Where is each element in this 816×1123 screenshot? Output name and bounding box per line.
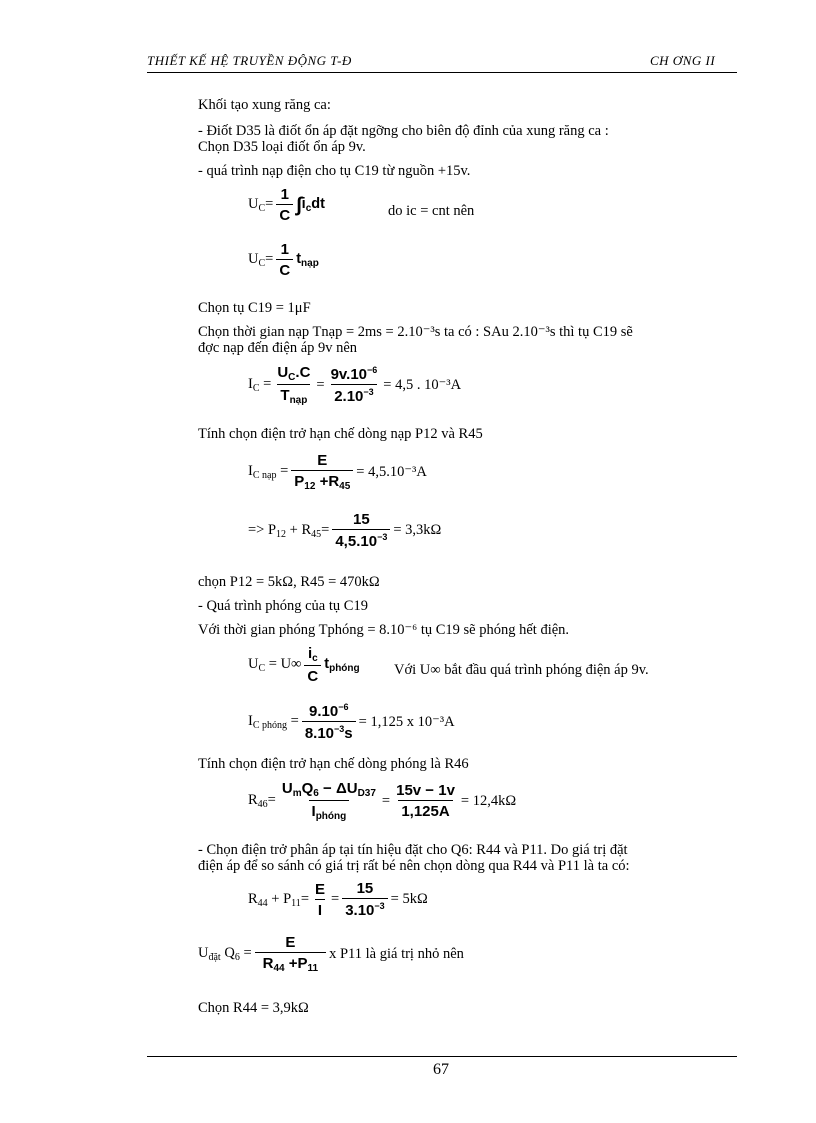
paragraph-line: Với thời gian phóng Tphóng = 8.10⁻⁶ tụ C19 sẽ phóng hết điện. <box>198 622 570 638</box>
header-title: THIẾT KẾ HỆ TRUYỀN ĐỘNG T-Đ <box>147 53 352 68</box>
paragraph-line: Chọn tụ C19 = 1μF <box>198 300 311 316</box>
equation-r44-p11: $R_{44} + P_{11}=$ $\frac{E}{I}$ = $\frac{15}{3.10^{-3}}$ = 5kΩ <box>248 880 428 919</box>
paragraph-line: Chọn D35 loại điốt ổn áp 9v. <box>198 139 366 155</box>
header-rule <box>147 72 737 73</box>
section-heading: Khối tạo xung răng ca: <box>198 97 331 113</box>
paragraph-line: Tính chọn điện trở hạn chế dòng phóng là R46 <box>198 756 469 772</box>
equation-uc-tnap: $U_C=$ $\frac{1}{C}$ $t_{nạp}$ <box>248 241 319 279</box>
paragraph-line: - Chọn điện trở phân áp tại tín hiệu đặt cho Q6: R44 và P11. Do giá trị đặt <box>198 842 628 858</box>
paragraph-line: - Điốt D35 là điốt ổn áp đặt ngỡng cho biên độ đỉnh của xung răng ca : <box>198 123 609 139</box>
equation-r46: $R_{46}=$ $\frac{U_mQ_6 - \Delta U_{D37}}{I_{phóng}}$ = $\frac{15v - 1v}{1,125A}$ = 12,4kΩ <box>248 780 517 822</box>
paragraph-line: điện áp để so sánh có giá trị rất bé nên chọn dòng qua R44 và P11 là ta có: <box>198 858 630 874</box>
paragraph-line: - quá trình nạp điện cho tụ C19 từ nguồn +15v. <box>198 163 471 179</box>
footer-rule <box>147 1056 737 1057</box>
equation-uc-phong: $U_C = U\infty$ $\frac{i_c}{C}$ $t_{phóng}$ <box>248 645 360 685</box>
paragraph-line: chọn P12 = 5kΩ, R45 = 470kΩ <box>198 574 380 590</box>
equation-result: = 4,5 . 10⁻³A <box>383 376 462 393</box>
paragraph-line: Chọn thời gian nạp Tnạp = 2ms = 2.10⁻³s ta có : SAu 2.10⁻³s thì tụ C19 sẽ <box>198 324 633 340</box>
equation-ic-phong: $I_{C phóng}$ = $\frac{9.10^{-6}}{8.10^{-3}s}$ = 1,125 x 10⁻³A <box>248 702 455 742</box>
equation-udat: $U_{đặt}$ $Q_6$ = $\frac{E}{R_{44} +P_{11}}$ x P11 là giá trị nhỏ nên <box>198 934 464 974</box>
equation-p12-r45: => $P_{12} + R_{45}=$ $\frac{15}{4,5.10^{-3}}$ = 3,3kΩ <box>248 511 442 550</box>
equation-result: = 12,4kΩ <box>460 792 517 809</box>
paragraph-line: - Quá trình phóng của tụ C19 <box>198 598 368 614</box>
paragraph-line: Tính chọn điện trở hạn chế dòng nạp P12 và R45 <box>198 426 483 442</box>
equation-result: = 3,3kΩ <box>393 522 442 538</box>
equation-result: = 1,125 x 10⁻³A <box>358 713 455 730</box>
paragraph-line: Chọn R44 = 3,9kΩ <box>198 1000 309 1016</box>
equation-uc-integral: $U_C=$ $\frac{1}{C}$ ∫ $i_cdt$ <box>248 186 325 224</box>
equation-note: Với U∞ bắt đầu quá trình phóng điện áp 9v. <box>394 662 649 678</box>
page-number: 67 <box>433 1061 449 1078</box>
equation-result: = 4,5.10⁻³A <box>356 463 427 480</box>
equation-ic-nap: $I_{C nạp}$ = $\frac{E}{P_{12} +R_{45}}$ = 4,5.10⁻³A <box>248 452 427 492</box>
header-chapter: CH ƠNG II <box>650 53 716 68</box>
paragraph-line: đợc nạp đến điện áp 9v nên <box>198 340 358 356</box>
equation-result: = 5kΩ <box>390 891 428 907</box>
equation-note: do ic = cnt nên <box>388 203 475 219</box>
equation-ic: $I_C$ = $\frac{U_C.C}{T_{nạp}}$ = $\frac{9v.10^{-6}}{2.10^{-3}}$ = 4,5 . 10⁻³A <box>248 364 462 406</box>
equation-tail: x P11 là giá trị nhỏ nên <box>329 945 464 962</box>
